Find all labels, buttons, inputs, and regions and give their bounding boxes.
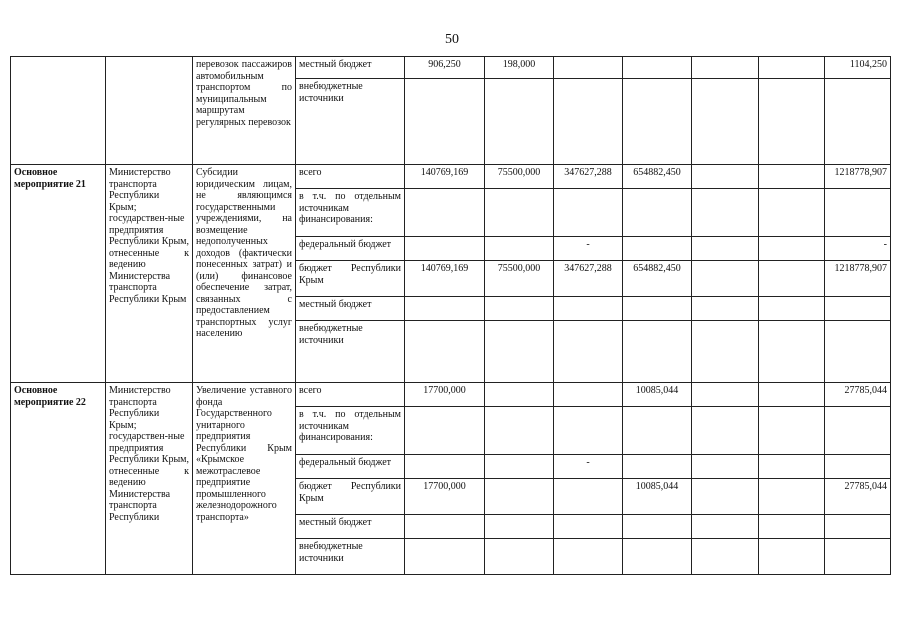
value-cell [692, 165, 759, 189]
value-cell: 654882,450 [623, 165, 692, 189]
description-cell: перевозок пассажиров автомобильным транспортом по муниципальным маршрутам регулярных перевозок [193, 57, 296, 165]
value-cell [692, 79, 759, 165]
value-cell [485, 515, 554, 539]
description-cell: Увеличение уставного фонда Государственного унитарного предприятия Республики Крым «Крымское межотраслевое предприятие промышленного железнодорожного транспорта» [193, 383, 296, 575]
source-cell: местный бюджет [296, 515, 405, 539]
value-cell [759, 515, 825, 539]
value-cell [485, 407, 554, 455]
value-cell [623, 515, 692, 539]
value-cell: - [554, 455, 623, 479]
value-cell [759, 407, 825, 455]
value-cell [405, 515, 485, 539]
value-cell [485, 189, 554, 237]
value-cell: 198,000 [485, 57, 554, 79]
value-cell [623, 57, 692, 79]
total-cell [825, 79, 891, 165]
total-cell [825, 189, 891, 237]
value-cell [485, 383, 554, 407]
value-cell [485, 79, 554, 165]
value-cell [759, 455, 825, 479]
source-cell: в т.ч. по отдельным источникам финансирования: [296, 189, 405, 237]
value-cell: 75500,000 [485, 261, 554, 297]
source-cell: в т.ч. по отдельным источникам финансирования: [296, 407, 405, 455]
value-cell [692, 407, 759, 455]
value-cell [554, 297, 623, 321]
value-cell [692, 57, 759, 79]
value-cell [692, 515, 759, 539]
value-cell [692, 479, 759, 515]
value-cell [485, 321, 554, 383]
value-cell [759, 165, 825, 189]
table-body [11, 57, 891, 575]
total-cell: - [825, 237, 891, 261]
value-cell [485, 455, 554, 479]
source-cell: федеральный бюджет [296, 455, 405, 479]
value-cell [759, 79, 825, 165]
value-cell [554, 539, 623, 575]
value-cell [759, 539, 825, 575]
value-cell: 654882,450 [623, 261, 692, 297]
executor-cell [106, 57, 193, 165]
value-cell [485, 479, 554, 515]
value-cell [692, 297, 759, 321]
value-cell [759, 297, 825, 321]
value-cell [405, 189, 485, 237]
value-cell [485, 539, 554, 575]
value-cell [759, 57, 825, 79]
value-cell: 140769,169 [405, 261, 485, 297]
value-cell [623, 455, 692, 479]
value-cell [485, 237, 554, 261]
value-cell [485, 297, 554, 321]
source-cell: внебюджетные источники [296, 321, 405, 383]
value-cell: 17700,000 [405, 383, 485, 407]
value-cell [405, 237, 485, 261]
source-cell: внебюджетные источники [296, 539, 405, 575]
source-cell: внебюджетные источники [296, 79, 405, 165]
value-cell: 10085,044 [623, 383, 692, 407]
value-cell [623, 407, 692, 455]
value-cell: 140769,169 [405, 165, 485, 189]
source-cell: бюджет Республики Крым [296, 261, 405, 297]
value-cell [554, 479, 623, 515]
value-cell [554, 321, 623, 383]
measure-name-cell [11, 57, 106, 165]
value-cell [405, 321, 485, 383]
total-cell: 27785,044 [825, 383, 891, 407]
value-cell [554, 515, 623, 539]
page-number: 50 [445, 32, 459, 47]
value-cell: 75500,000 [485, 165, 554, 189]
value-cell [623, 237, 692, 261]
value-cell [405, 407, 485, 455]
total-cell [825, 407, 891, 455]
measure-name-cell: Основное мероприятие 21 [11, 165, 106, 383]
source-cell: местный бюджет [296, 57, 405, 79]
total-cell: 1104,250 [825, 57, 891, 79]
value-cell [623, 297, 692, 321]
source-cell: местный бюджет [296, 297, 405, 321]
value-cell [554, 57, 623, 79]
description-cell: Субсидии юридическим лицам, не являющимся государственными учреждениями, на возмещение недополученных доходов (фактически понесенных затрат) и (или) финансовое обеспечение затрат, связанных с предоставлением транспортных услуг населению [193, 165, 296, 383]
source-cell: всего [296, 165, 405, 189]
value-cell: 906,250 [405, 57, 485, 79]
value-cell: - [554, 237, 623, 261]
value-cell [405, 539, 485, 575]
value-cell [623, 321, 692, 383]
value-cell [692, 189, 759, 237]
source-cell: федеральный бюджет [296, 237, 405, 261]
value-cell [405, 297, 485, 321]
value-cell [554, 383, 623, 407]
total-cell: 1218778,907 [825, 165, 891, 189]
value-cell [759, 261, 825, 297]
budget-table [10, 56, 891, 575]
value-cell [692, 455, 759, 479]
value-cell [692, 321, 759, 383]
total-cell [825, 515, 891, 539]
table-row [11, 165, 891, 189]
table-row [11, 383, 891, 407]
value-cell [554, 407, 623, 455]
executor-cell: Министерство транспорта Республики Крым; государствен-ные предприятия Республики Крым, отнесенные к ведению Министерства транспорта Республики Крым [106, 165, 193, 383]
value-cell [692, 539, 759, 575]
value-cell [623, 539, 692, 575]
value-cell [759, 321, 825, 383]
total-cell: 27785,044 [825, 479, 891, 515]
source-cell: всего [296, 383, 405, 407]
value-cell: 347627,288 [554, 165, 623, 189]
measure-name-cell: Основное мероприятие 22 [11, 383, 106, 575]
total-cell [825, 539, 891, 575]
total-cell: 1218778,907 [825, 261, 891, 297]
value-cell: 10085,044 [623, 479, 692, 515]
value-cell [554, 79, 623, 165]
value-cell [759, 237, 825, 261]
value-cell [759, 383, 825, 407]
value-cell: 347627,288 [554, 261, 623, 297]
value-cell [405, 79, 485, 165]
value-cell: 17700,000 [405, 479, 485, 515]
value-cell [692, 237, 759, 261]
value-cell [623, 79, 692, 165]
value-cell [623, 189, 692, 237]
value-cell [692, 261, 759, 297]
table-row [11, 57, 891, 79]
value-cell [405, 455, 485, 479]
source-cell: бюджет Республики Крым [296, 479, 405, 515]
value-cell [759, 189, 825, 237]
total-cell [825, 297, 891, 321]
executor-cell: Министерство транспорта Республики Крым; государствен-ные предприятия Республики Крым, отнесенные к ведению Министерства транспорта Республики [106, 383, 193, 575]
total-cell [825, 321, 891, 383]
value-cell [759, 479, 825, 515]
value-cell [692, 383, 759, 407]
total-cell [825, 455, 891, 479]
value-cell [554, 189, 623, 237]
